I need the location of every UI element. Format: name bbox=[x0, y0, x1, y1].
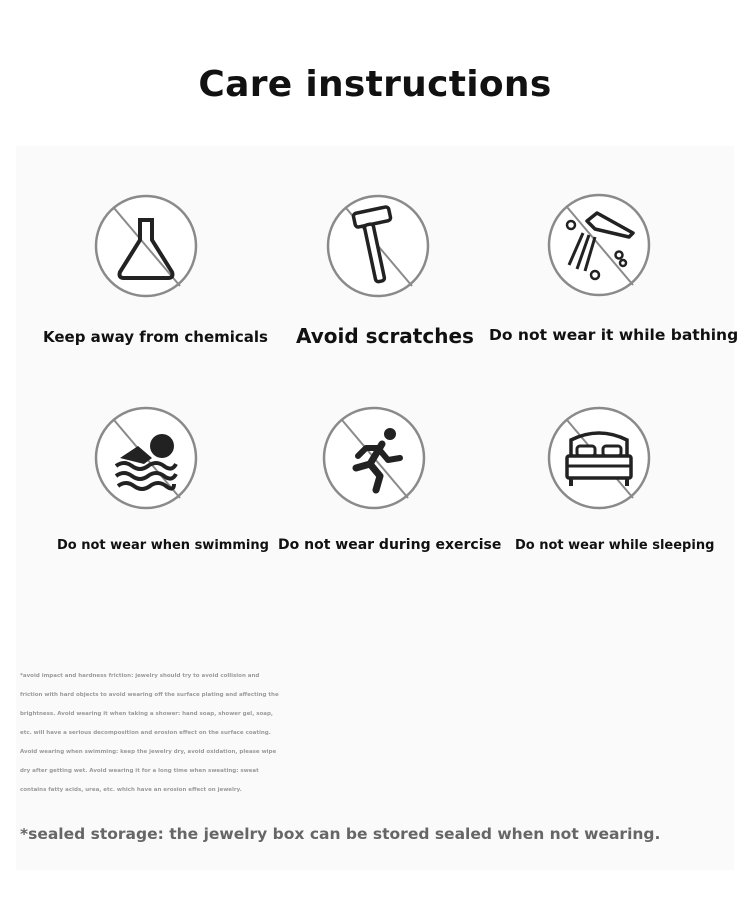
care-paragraph bbox=[20, 667, 732, 800]
item-label-chemicals: Keep away from chemicals bbox=[43, 328, 268, 346]
item-label-exercise: Do not wear during exercise bbox=[278, 537, 502, 553]
paragraph-line: dry after getting wet. Avoid wearing it for a long time when sweating: sweat bbox=[20, 768, 259, 774]
item-label-swimming: Do not wear when swimming bbox=[57, 538, 269, 553]
storage-note: *sealed storage: the jewelry box can be stored sealed when not wearing. bbox=[20, 825, 661, 843]
item-label-bathing: Do not wear it while bathing bbox=[489, 326, 739, 344]
item-label-sleeping: Do not wear while sleeping bbox=[515, 538, 715, 553]
paragraph-line: brightness. Avoid wearing it when taking a shower: hand soap, shower gel, soap, bbox=[20, 711, 273, 717]
paragraph-line: Avoid wearing when swimming: keep the jewelry dry, avoid oxidation, please wipe bbox=[20, 749, 277, 755]
paragraph-line: friction with hard objects to avoid wearing off the surface plating and affecting the bbox=[20, 692, 279, 698]
page-title: Care instructions bbox=[198, 64, 552, 105]
hammer-icon bbox=[326, 194, 430, 298]
shower-icon bbox=[547, 193, 651, 297]
running-icon bbox=[322, 406, 426, 510]
paragraph-line: *avoid impact and hardness friction: jewelry should try to avoid collision and bbox=[20, 673, 260, 679]
flask-icon bbox=[94, 194, 198, 298]
paragraph-line: etc. will have a serious decomposition and erosion effect on the surface coating. bbox=[20, 730, 271, 736]
bed-icon bbox=[547, 406, 651, 510]
item-label-scratches: Avoid scratches bbox=[296, 324, 474, 348]
paragraph-line: contains fatty acids, urea, etc. which have an erosion effect on jewelry. bbox=[20, 787, 242, 793]
swimming-icon bbox=[94, 406, 198, 510]
